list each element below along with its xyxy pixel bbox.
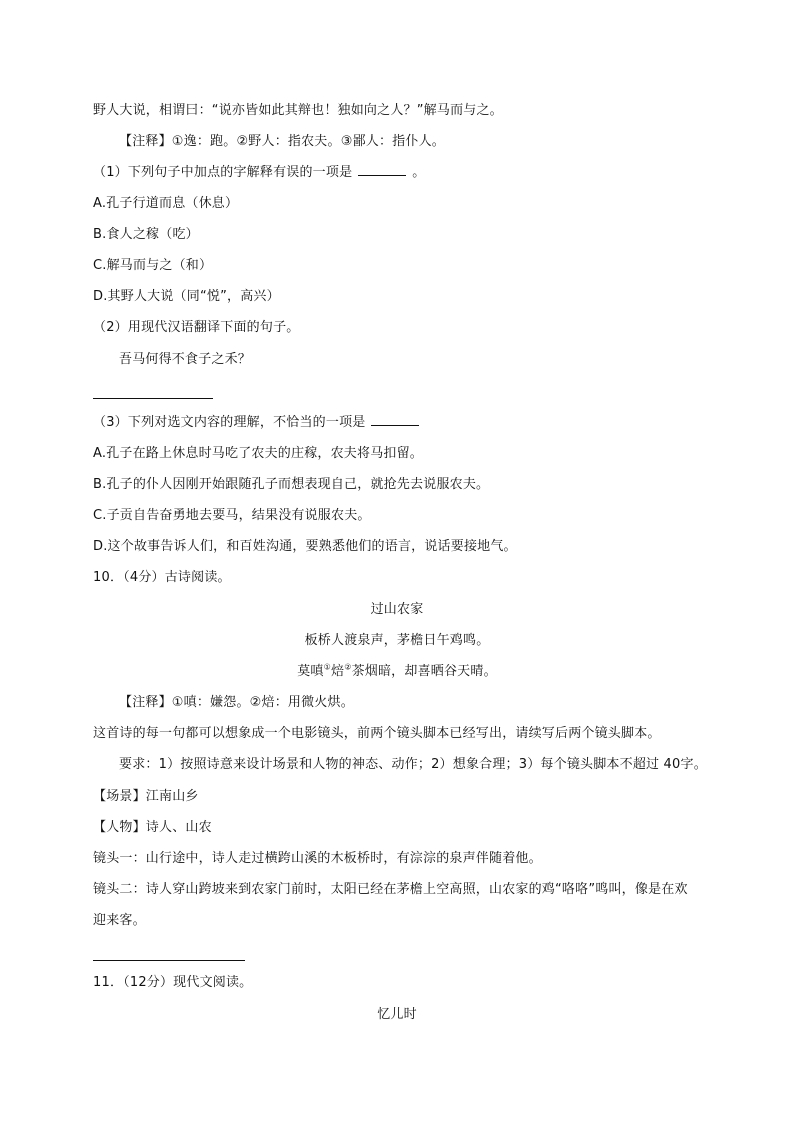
answer-blank bbox=[358, 174, 406, 176]
q9-sub1-stem bbox=[93, 163, 425, 183]
q9-sub3-stem bbox=[93, 413, 425, 433]
q10-shot-2-line-2: 迎来客。 bbox=[93, 913, 146, 928]
q10-note: 【注释】①嗔：嫌怨。②焙：用微火烘。 bbox=[119, 695, 354, 710]
footnote-mark-2: ② bbox=[344, 662, 352, 672]
q11-heading: 11．（12分）现代文阅读。 bbox=[93, 975, 253, 990]
q10-requirement: 要求：1）按照诗意来设计场景和人物的神态、动作；2）想象合理；3）每个镜头脚本不超过 40字。 bbox=[119, 757, 707, 772]
q9-sub1-option-b: B.食人之稼（吃） bbox=[93, 227, 199, 242]
q10-shot-2-line-1: 镜头二：诗人穿山跨坡来到农家门前时，太阳已经在茅檐上空高照，山农家的鸡“咯咯”鸣叫，像是在欢 bbox=[93, 882, 688, 897]
q10-heading: 10．（4分）古诗阅读。 bbox=[93, 570, 231, 585]
q9-sub1-option-a: A.孔子行道而息（休息） bbox=[93, 196, 239, 211]
q10-people: 【人物】诗人、山农 bbox=[93, 820, 212, 835]
q9-sub1-stem-end: 。 bbox=[412, 165, 426, 180]
answer-blank bbox=[371, 424, 419, 426]
poem-line-2-part-b: 焙 bbox=[331, 664, 345, 679]
q9-note: 【注释】①逸：跑。②野人：指农夫。③鄙人：指仆人。 bbox=[119, 134, 445, 149]
answer-line bbox=[93, 960, 245, 961]
q9-sub1-stem-text: （1）下列句子中加点的字解释有误的一项是 bbox=[93, 165, 353, 180]
q11-title: 忆儿时 bbox=[377, 1007, 417, 1022]
poem-line-2 bbox=[0, 662, 794, 682]
poem-line-1: 板桥人渡泉声，茅檐日午鸡鸣。 bbox=[304, 633, 490, 648]
poem-line-2-part-a: 莫嗔 bbox=[297, 664, 324, 679]
q10-shot-1: 镜头一：山行途中，诗人走过横跨山溪的木板桥时，有淙淙的泉声伴随着他。 bbox=[93, 851, 542, 866]
q9-sub3-option-d: D.这个故事告诉人们，和百姓沟通，要熟悉他们的语言，说话要接地气。 bbox=[93, 539, 517, 554]
q9-sub1-option-d: D.其野人大说（同“悦”，高兴） bbox=[93, 289, 280, 304]
q9-sub1-option-c: C.解马而与之（和） bbox=[93, 258, 213, 273]
footnote-mark-1: ① bbox=[323, 662, 331, 672]
q9-sub2-stem: （2）用现代汉语翻译下面的句子。 bbox=[93, 320, 300, 335]
q9-sub3-option-a: A.孔子在路上休息时马吃了农夫的庄稼，农夫将马扣留。 bbox=[93, 446, 423, 461]
q9-sub3-option-b: B.孔子的仆人因刚开始跟随孔子而想表现自己，就抢先去说服农夫。 bbox=[93, 477, 490, 492]
q9-sub3-stem-text: （3）下列对选文内容的理解，不恰当的一项是 bbox=[93, 415, 366, 430]
q9-sub2-sentence: 吾马何得不食子之禾？ bbox=[119, 352, 252, 367]
q10-intro: 这首诗的每一句都可以想象成一个电影镜头，前两个镜头脚本已经写出，请续写后两个镜头脚本。 bbox=[93, 726, 661, 741]
passage-last-line: 野人大说，相谓曰：“说亦皆如此其辩也！独如向之人？”解马而与之。 bbox=[93, 103, 503, 118]
poem-title: 过山农家 bbox=[370, 602, 424, 617]
poem-line-2-part-c: 茶烟暗，却喜晒谷天晴。 bbox=[351, 664, 497, 679]
answer-line bbox=[93, 398, 213, 399]
q9-sub3-option-c: C.子贡自告奋勇地去要马，结果没有说服农夫。 bbox=[93, 508, 371, 523]
q10-scene: 【场景】江南山乡 bbox=[93, 789, 199, 804]
